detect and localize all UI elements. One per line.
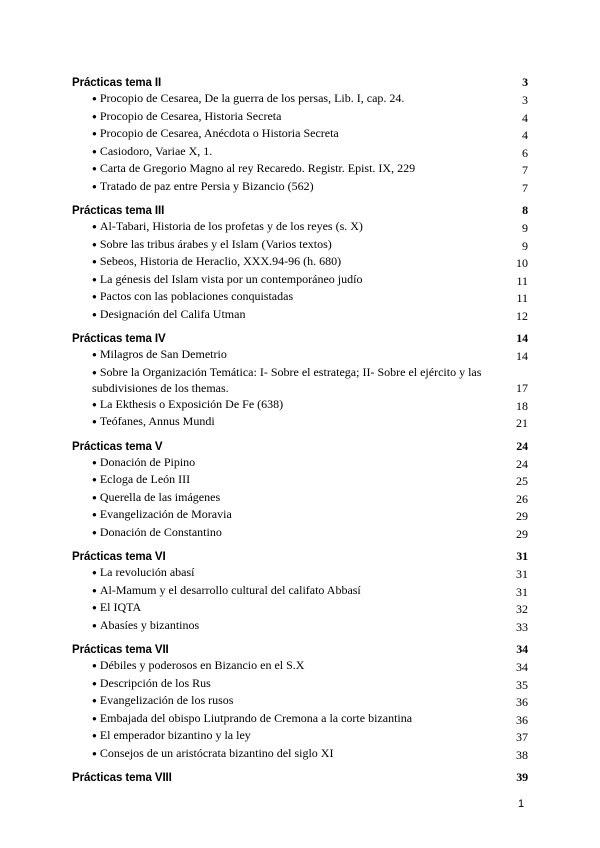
toc-entry-label: Consejos de un aristócrata bizantino del siglo XI — [99, 745, 334, 760]
toc-entry-page-number: 25 — [516, 474, 528, 488]
bullet-icon: ● — [92, 568, 97, 577]
toc-entry-label: Donación de Pipino — [99, 454, 196, 469]
toc-entry-label: La Ekthesis o Exposición De Fe (638) — [99, 396, 284, 411]
toc-entry-text — [92, 397, 516, 415]
bullet-icon: ● — [92, 274, 97, 284]
toc-entry[interactable] — [72, 365, 528, 397]
toc-entry-text — [92, 289, 516, 307]
toc-entry-page-number: 21 — [516, 416, 528, 430]
toc-entry[interactable] — [72, 693, 528, 711]
toc-entry-label: Designación del Califa Utman — [99, 306, 246, 321]
bullet-icon: ● — [92, 239, 97, 249]
toc-entry-text — [92, 455, 516, 473]
toc-entry-text — [92, 565, 516, 583]
toc-entry-text — [92, 307, 516, 325]
bullet-icon: ● — [92, 661, 97, 670]
toc-entry-page-number: 18 — [516, 398, 528, 413]
toc-entry-page-number: 37 — [516, 730, 528, 744]
toc-entry-label: Al-Mamum y el desarrollo cultural del califato Abbasí — [99, 582, 361, 597]
toc-entry-text — [92, 711, 516, 729]
bullet-icon: ● — [92, 620, 97, 630]
bullet-icon: ● — [92, 417, 97, 426]
toc-entry[interactable] — [72, 565, 528, 583]
toc-entry-label: Ecloga de León III — [99, 472, 191, 486]
toc-entry-label: Al-Tabari, Historia de los profetas y de los reyes (s. X) — [99, 219, 363, 233]
bullet-icon: ● — [92, 678, 97, 688]
toc-entry-text — [92, 179, 522, 197]
toc-entry[interactable] — [72, 126, 528, 144]
toc-entry-page-number: 7 — [522, 163, 528, 177]
toc-entry-page-number: 17 — [516, 381, 528, 395]
toc-entry-page-number: 11 — [516, 291, 528, 305]
section-page-number: 3 — [522, 75, 528, 89]
toc-entry-label: Evangelización de los rusos — [99, 693, 234, 707]
toc-entry-page-number: 7 — [522, 180, 528, 195]
toc-entry-label: Donación de Constantino — [99, 524, 222, 539]
section-title: Prácticas tema VI — [72, 551, 166, 563]
toc-entry-text — [92, 600, 516, 618]
toc-entry-page-number: 31 — [516, 584, 528, 599]
bullet-icon: ● — [92, 527, 97, 537]
bullet-icon: ● — [92, 696, 97, 705]
bullet-icon: ● — [92, 350, 97, 359]
toc-entry[interactable] — [72, 219, 528, 237]
toc-entry-page-number: 24 — [516, 456, 528, 471]
bullet-icon: ● — [92, 111, 97, 121]
toc-entry-page-number: 4 — [522, 128, 528, 142]
section-page-number: 31 — [516, 549, 528, 563]
toc-entry-text — [92, 365, 516, 397]
toc-section-heading[interactable] — [72, 769, 528, 786]
bullet-icon: ● — [92, 222, 97, 231]
bullet-icon: ● — [92, 585, 97, 595]
toc-entry-label: Milagros de San Demetrio — [99, 347, 227, 361]
bullet-icon: ● — [92, 510, 97, 519]
toc-entry-text — [92, 693, 516, 711]
toc-entry-label: Tratado de paz entre Persia y Bizancio (562) — [99, 178, 314, 193]
toc-entry-label: Casiodoro, Variae X, 1. — [99, 143, 213, 158]
toc-entry[interactable] — [72, 161, 528, 179]
bullet-icon: ● — [92, 181, 97, 191]
toc-entry-text — [92, 728, 516, 746]
toc-entry-page-number: 10 — [516, 256, 528, 270]
toc-entry-label: Procopio de Cesarea, Anécdota o Historia Secreta — [99, 126, 339, 140]
bullet-icon: ● — [92, 368, 97, 377]
toc-entry-label: Sobre las tribus árabes y el Islam (Varios textos) — [99, 236, 332, 251]
toc-entry-label: Procopio de Cesarea, Historia Secreta — [99, 108, 282, 123]
toc-entry-page-number: 9 — [522, 238, 528, 253]
toc-entry-page-number: 4 — [522, 110, 528, 125]
toc-entry-label: Carta de Gregorio Magno al rey Recaredo. Registr. Epist. IX, 229 — [99, 161, 416, 175]
toc-entry[interactable] — [72, 109, 528, 127]
toc-entry-label: Sebeos, Historia de Heraclio, XXX.94-96 (h. 680) — [99, 254, 342, 268]
toc-entry-label: Evangelización de Moravia — [99, 507, 232, 521]
toc-entry[interactable] — [72, 728, 528, 746]
toc-entry-text — [92, 658, 516, 676]
toc-entry-text — [92, 525, 516, 543]
toc-entry-text — [92, 144, 522, 162]
section-title: Prácticas tema II — [72, 77, 162, 89]
toc-entry-text — [92, 583, 516, 601]
toc-entry-page-number: 9 — [522, 221, 528, 235]
toc-section — [72, 769, 528, 786]
toc-entry[interactable] — [72, 347, 528, 365]
toc-entry[interactable] — [72, 583, 528, 601]
section-title: Prácticas tema VII — [72, 644, 169, 656]
toc-entry-page-number: 29 — [516, 509, 528, 523]
toc-entry-label: Descripción de los Rus — [99, 675, 211, 690]
toc-entry-page-number: 3 — [522, 93, 528, 107]
toc-entry[interactable] — [72, 711, 528, 729]
toc-entry-text — [92, 237, 522, 255]
page-number: 1 — [518, 798, 525, 810]
toc-section-heading[interactable] — [72, 74, 528, 91]
toc-entry-page-number: 14 — [516, 349, 528, 363]
toc-section-heading[interactable] — [72, 330, 528, 347]
toc-entry[interactable] — [72, 397, 528, 415]
toc-entry-page-number: 35 — [516, 677, 528, 692]
toc-entry-label: El IQTA — [99, 600, 142, 614]
toc-section — [72, 330, 528, 432]
toc-entry[interactable] — [72, 600, 528, 618]
toc-entry-text — [92, 618, 516, 636]
toc-entry[interactable] — [72, 414, 528, 432]
bullet-icon: ● — [92, 257, 97, 266]
toc-entry-label: Procopio de Cesarea, De la guerra de los persas, Lib. I, cap. 24. — [99, 91, 405, 105]
bullet-icon: ● — [92, 603, 97, 612]
section-page-number: 8 — [522, 203, 528, 217]
section-title: Prácticas tema III — [72, 205, 165, 217]
toc-entry[interactable] — [72, 144, 528, 162]
toc-entry-page-number: 32 — [516, 602, 528, 616]
toc-entry-text — [92, 109, 522, 127]
toc-entry-text — [92, 219, 522, 237]
toc-entry-label: La revolución abasí — [99, 565, 195, 579]
toc-section-heading[interactable] — [72, 548, 528, 565]
bullet-icon: ● — [92, 475, 97, 484]
toc-entry[interactable] — [72, 307, 528, 325]
toc-entry-page-number: 31 — [516, 567, 528, 581]
toc-section — [72, 548, 528, 635]
toc-section-heading[interactable] — [72, 202, 528, 219]
toc-entry[interactable] — [72, 472, 528, 490]
bullet-icon: ● — [92, 492, 97, 502]
toc-entry-page-number: 33 — [516, 619, 528, 634]
toc-entry[interactable] — [72, 254, 528, 272]
bullet-icon: ● — [92, 94, 97, 103]
toc-entry[interactable] — [72, 676, 528, 694]
bullet-icon: ● — [92, 731, 97, 740]
section-title: Prácticas tema V — [72, 440, 163, 453]
toc-entry[interactable] — [72, 618, 528, 636]
toc-entry-page-number: 26 — [516, 491, 528, 506]
bullet-icon: ● — [92, 457, 97, 467]
toc-entry[interactable] — [72, 237, 528, 255]
toc-entry-text — [92, 91, 522, 109]
section-title: Prácticas tema IV — [72, 333, 166, 345]
toc-entry-label: Teófanes, Annus Mundi — [99, 414, 215, 428]
toc-entry[interactable] — [72, 490, 528, 508]
toc-entry-text — [92, 126, 522, 144]
toc-entry-page-number: 36 — [516, 712, 528, 727]
toc-entry-text — [92, 414, 516, 432]
toc-entry[interactable] — [72, 507, 528, 525]
bullet-icon: ● — [92, 713, 97, 723]
toc-entry-label: El emperador bizantino y la ley — [99, 728, 251, 742]
toc-entry-text — [92, 746, 516, 764]
toc-entry-text — [92, 676, 516, 694]
bullet-icon: ● — [92, 748, 97, 758]
bullet-icon: ● — [92, 129, 97, 138]
toc-entry-text — [92, 490, 516, 508]
toc-entry-page-number: 29 — [516, 526, 528, 541]
section-title: Prácticas tema VIII — [72, 772, 172, 784]
toc-entry-label: Querella de las imágenes — [99, 489, 221, 504]
toc-entry-text — [92, 472, 516, 490]
toc-entry-label: Embajada del obispo Liutprando de Cremona a la corte bizantina — [99, 710, 413, 725]
section-page-number: 39 — [516, 770, 528, 784]
toc-entry-label: Abasíes y bizantinos — [99, 617, 200, 632]
toc-section — [72, 74, 528, 196]
toc-entry-label: Sobre la Organización Temática: I- Sobre el estratega; II- Sobre el ejército y las subdivisiones de los themas. — [92, 365, 482, 395]
toc-entry[interactable] — [72, 272, 528, 290]
toc-entry[interactable] — [72, 91, 528, 109]
toc-entry[interactable] — [72, 746, 528, 764]
bullet-icon: ● — [92, 164, 97, 173]
toc-entry-text — [92, 272, 516, 290]
toc-entry-label: Débiles y poderosos en Bizancio en el S.X — [99, 658, 305, 672]
toc-entry-text — [92, 507, 516, 525]
toc-section — [72, 202, 528, 324]
section-page-number: 14 — [516, 331, 528, 345]
toc-entry[interactable] — [72, 658, 528, 676]
bullet-icon: ● — [92, 146, 97, 156]
toc-entry[interactable] — [72, 289, 528, 307]
toc-section-heading[interactable] — [72, 438, 528, 455]
toc-section — [72, 438, 528, 543]
section-page-number: 34 — [516, 642, 528, 656]
toc-entry-page-number: 11 — [516, 273, 528, 288]
bullet-icon: ● — [92, 309, 97, 319]
toc-entry-text — [92, 347, 516, 365]
toc-section — [72, 641, 528, 763]
toc-entry-text — [92, 161, 522, 179]
toc-entry[interactable] — [72, 525, 528, 543]
toc-entry-page-number: 36 — [516, 695, 528, 709]
toc-entry[interactable] — [72, 179, 528, 197]
bullet-icon: ● — [92, 292, 97, 301]
toc-entry-page-number: 6 — [522, 145, 528, 160]
section-page-number: 24 — [516, 438, 528, 453]
toc-entry-page-number: 38 — [516, 747, 528, 762]
toc-entry-label: Pactos con las poblaciones conquistadas — [99, 289, 294, 303]
bullet-icon: ● — [92, 399, 97, 409]
toc-entry-page-number: 34 — [516, 660, 528, 674]
table-of-contents — [72, 74, 528, 792]
toc-entry[interactable] — [72, 455, 528, 473]
toc-section-heading[interactable] — [72, 641, 528, 658]
toc-entry-label: La génesis del Islam vista por un contemporáneo judío — [99, 271, 363, 286]
toc-entry-page-number: 12 — [516, 308, 528, 323]
toc-entry-text — [92, 254, 516, 272]
